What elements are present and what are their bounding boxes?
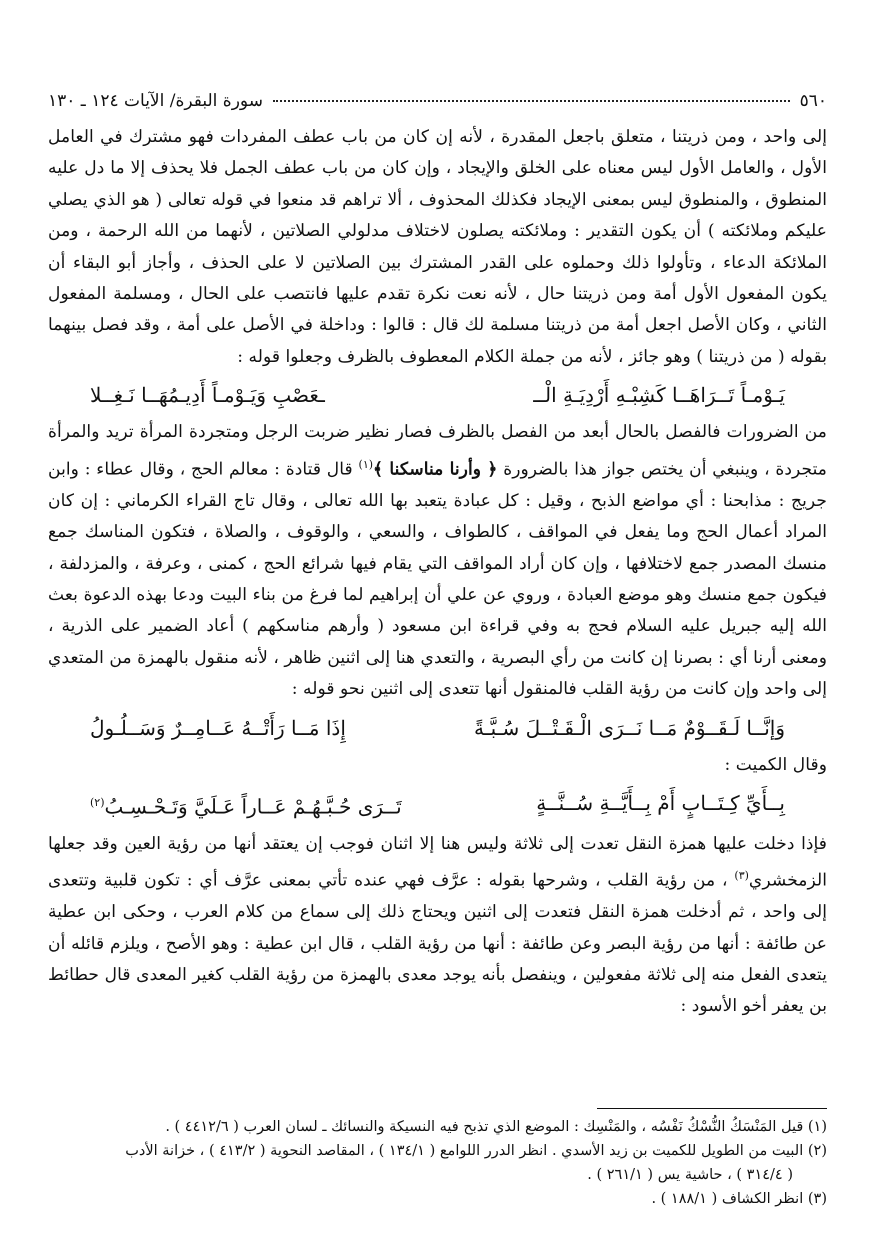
- verse-1-second-hemistich: ـعَصْبِ وَيَـوْمـاً أَدِيـمُهَــا نَـغِــلا: [90, 383, 325, 408]
- footnote-ref-3[interactable]: (٣): [734, 869, 749, 883]
- main-text: [48, 122, 827, 1023]
- quran-quote: ﴿ وأرنا مناسكنا ﴾: [373, 459, 498, 480]
- paragraph-1: إلى واحد ، ومن ذريتنا ، متعلق باجعل المقدرة ، لأنه إن كان من باب عطف المفردات فهو مشترك في العامل الأول ، والعامل الأول ليس معناه على الخلق والإيجاد ، وإن كان من باب عطف الجمل فلا يحذف إلا ما دل عليه المنطوق ، والمنطوق ليس بمعنى الإيجاد فكذلك المحذوف ، ألا تراهم قد منعوا في قوله تعالى ( هو الذي يصلي عليكم وملائكته ) أن يكون التقدير : وملائكته يصلون لاختلاف مدلولي الصلاتين ، لأنهما من الله الرحمة ، ومن الملائكة الدعاء ، وتأولوا ذلك وحملوه على القدر المشترك بين الصلاتين لا على الحذف ، وأجاز أبو البقاء أن يكون المفعول الأول أمة ومن ذريتنا حال ، لأنه نعت نكرة تقدم عليها فانتصب على الحال ، ومسلمة المفعول الثاني ، وكان الأصل اجعل أمة من ذريتنا مسلمة لك قال : قالوا : وداخلة في الأصل على أمة ، وقد فصل بينهما بقوله ( من ذريتنا ) وهو جائز ، لأنه من جملة الكلام المعطوف بالظرف وجعلوا قوله :: [48, 127, 828, 367]
- page-header: [48, 88, 827, 114]
- running-title: سورة البقرة/ الآيات ١٢٤ ـ ١٣٠: [48, 91, 263, 111]
- page-number: ٥٦٠: [799, 91, 827, 111]
- footnotes: [48, 1108, 827, 1211]
- footnote-1: (١) قيل المَنْسَكُ النُّسْكُ نَفْسُه ، والمَنْسِك : الموضع الذي تذبح فيه النسيكة والنسائك ـ لسان العرب ( ٤٤١٢/٦ ) .: [165, 1119, 827, 1135]
- kumait-intro: وقال الكميت :: [724, 754, 827, 775]
- verse-3-first-hemistich: بِــأَيِّ كِـتَــابٍ أَمْ بِــأَيَّــةِ سُــنَّــةٍ: [536, 791, 785, 816]
- footnote-2: (٢) البيت من الطويل للكميت بن زيد الأسدي . انظر الدرر اللوامع ( ١٣٤/١ ) ، المقاصد النحوية ( ٤١٣/٢ ) ، خزانة الأدب: [125, 1143, 827, 1159]
- paragraph-2: [48, 417, 827, 705]
- paragraph-3-start: فإذا دخلت عليها همزة النقل تعدت إلى ثلاثة وليس هنا إلا اثنان فوجب إن يعتقد أنها من رؤية العين وقد جعلها الزمخشري: [48, 833, 827, 891]
- paragraph-2-start: من الضرورات فالفصل بالحال أبعد من الفصل بالظرف فصار نظير ضربت الرجل ومتجردة المرأة تريد والمرأة متجردة ، وينبغي أن يختص جواز هذا بالضرورة: [48, 422, 828, 480]
- footnote-divider: [597, 1108, 827, 1109]
- verse-2-second-hemistich: إِذَا مَــا رَأَتْــهُ عَــامِــرٌ وَسَــلُـولُ: [90, 715, 346, 740]
- footnote-2-continued: ( ٣١٤/٤ ) ، حاشية يس ( ٢٦١/١ ) .: [587, 1167, 793, 1183]
- verse-3: [48, 781, 827, 829]
- paragraph-3: [48, 829, 827, 1023]
- header-dotted-leader: [273, 100, 790, 102]
- footnote-ref-1[interactable]: (١): [358, 457, 374, 471]
- verse-3-second-hemistich-wrap: [90, 781, 402, 829]
- verse-1-first-hemistich: يَـوْمـاً تَــرَاهَــا كَشِبْـهِ أَرْدِيَـةِ الْــ: [533, 383, 785, 408]
- verse-1: [48, 373, 827, 417]
- paragraph-2-rest: قال قتادة : معالم الحج ، وقال عطاء : وابن جريج : مذابحنا : أي مواضع الذبح ، وقيل : كل عبادة يتعبد بها الله تعالى ، وقال تاج القراء الكرماني : إن كان المراد أعمال الحج وما يفعل في المواقف ، كالطواف ، والسعي ، والوقوف ، والصلاة ، فتكون المناسك جمع منسك المصدر جمع لاختلافها ، وإن كان أراد المواقف التي يقام فيها شرائع الحج ، كمنى ، وعرفة ، والمزدلفة ، فيكون جمع منسك وهو موضع العبادة ، وروي عن علي أن إبراهيم لما فرغ من بناء البيت ودعا بهذه الدعوة بعث الله إليه جبريل عليه السلام فحج به وفي قراءة ابن مسعود ( وأرهم مناسكهم ) أعاد الضمير على الذرية ، ومعنى أرنا أي : بصرنا إن كانت من رأي البصرية ، والتعدي هنا إلى اثنين ظاهر ، لأنه منقول بالهمزة من المتعدي إلى واحد وإن كانت من رؤية القلب فالمنقول أنها تتعدى إلى اثنين نحو قوله :: [48, 459, 827, 700]
- footnote-ref-2[interactable]: (٢): [90, 796, 105, 810]
- paragraph-3-rest: ، من رؤية القلب ، وشرحها بقوله : عرَّف فهي عنده تأتي بمعنى عرَّف أي : تكون قلبية وتتعدى إلى واحد ، ثم أدخلت همزة النقل فتعدت إلى اثنين ويحتاج ذلك إلى سماع من كلام العرب ، وحكى ابن عطية عن طائفة : أنها من رؤية البصر وعن طائفة : أنها من رؤية القلب ، قال ابن عطية : وهو الأصح ، ويلزم قائله أن يتعدى الفعل منه إلى ثلاثة مفعولين ، وينفصل بأنه يوجد معدى بالهمزة من رؤية القلب كغير المعدى قال حطائط بن يعفر أخو الأسود :: [48, 870, 827, 1017]
- verse-2: [48, 706, 827, 750]
- verse-3-second-hemistich: تَــرَى حُـبَّـهُـمْ عَــاراً عَـلَيَّ وَتَـحْـسِـبُ: [104, 794, 402, 819]
- verse-2-first-hemistich: وَإنَّــا لَـقَــوْمٌ مَــا نَــرَى الْـقَـتْــلَ سُـبَّـةً: [473, 715, 785, 740]
- footnote-3: (٣) انظر الكشاف ( ١٨٨/١ ) .: [651, 1191, 827, 1207]
